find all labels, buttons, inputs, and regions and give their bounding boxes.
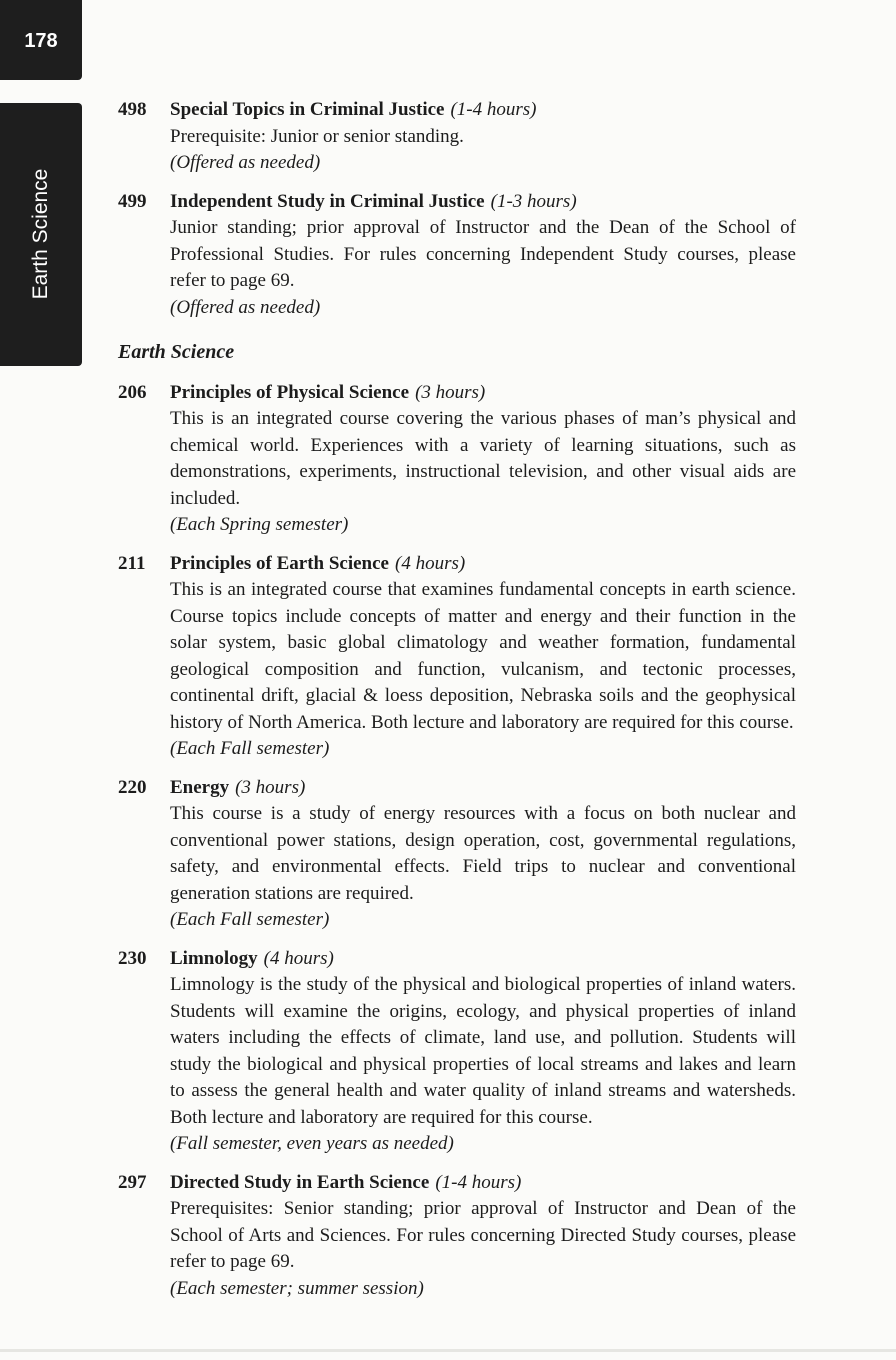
course-description: Prerequisite: Junior or senior standing. xyxy=(170,125,464,147)
course-title: Directed Study in Earth Science xyxy=(170,1171,430,1193)
course-entry xyxy=(118,946,796,1158)
course-hours: (4 hours) xyxy=(395,552,466,574)
course-description: This is an integrated course that examines fundamental concepts in earth science. Course topics include concepts of matter and energy and their function in the solar system, basic global climatology and weather formation, fundamental geological composition and function, vulcanism, and tectonic processes, continental drift, glacial & loess deposition, Nebraska soils and the geophysical history of North America. Both lecture and laboratory are required for this course. xyxy=(170,579,796,733)
course-hours: (4 hours) xyxy=(263,947,334,969)
course-hours: (3 hours) xyxy=(415,381,486,403)
course-description: Limnology is the study of the physical and biological properties of inland waters. Students will examine the origins, ecology, and physical properties of inland waters including the effects of climate, land use, and pollution. Students will study the biological and physical properties of local streams and lakes and learn to assess the general health and water quality of inland streams and watersheds. Both lecture and laboratory are required for this course. xyxy=(170,974,796,1128)
course-title: Principles of Earth Science xyxy=(170,552,389,574)
course-entry xyxy=(118,1170,796,1303)
course-hours: (1-3 hours) xyxy=(490,190,577,212)
course-number: 220 xyxy=(118,776,147,798)
course-title: Energy xyxy=(170,776,230,798)
course-number: 499 xyxy=(118,190,147,212)
course-hours: (3 hours) xyxy=(235,776,306,798)
course-offered: (Each Fall semester) xyxy=(170,738,330,759)
course-offered: (Fall semester, even years as needed) xyxy=(170,1133,454,1154)
course-offered: (Each Fall semester) xyxy=(170,909,330,930)
course-offered: (Offered as needed) xyxy=(170,296,321,318)
course-title: Special Topics in Criminal Justice xyxy=(170,99,445,120)
course-hours: (1-4 hours) xyxy=(450,99,537,120)
section-side-tab-label: Earth Science xyxy=(29,168,52,300)
course-title: Principles of Physical Science xyxy=(170,381,410,403)
course-number: 498 xyxy=(118,99,147,120)
section-side-tab xyxy=(0,103,82,366)
page-content xyxy=(118,97,796,1314)
course-list-criminal-justice xyxy=(118,97,796,321)
section-heading: Earth Science xyxy=(118,341,235,363)
course-description: Prerequisites: Senior standing; prior approval of Instructor and Dean of the School of Arts and Sciences. For rules concerning Directed Study courses, please refer to page 69. xyxy=(170,1198,796,1272)
course-entry xyxy=(118,551,796,763)
course-title: Independent Study in Criminal Justice xyxy=(170,190,485,212)
course-title: Limnology xyxy=(170,947,258,969)
bottom-rule xyxy=(0,1349,896,1352)
course-number: 297 xyxy=(118,1171,147,1193)
course-hours: (1-4 hours) xyxy=(435,1171,522,1193)
course-entry xyxy=(118,380,796,539)
course-entry xyxy=(118,775,796,934)
course-number: 230 xyxy=(118,947,147,969)
course-description: This course is a study of energy resources with a focus on both nuclear and conventional power stations, design operation, cost, governmental regulations, safety, and environmental effects. Field trips to nuclear and conventional generation stations are required. xyxy=(170,803,796,904)
course-offered: (Offered as needed) xyxy=(170,152,321,173)
course-description: Junior standing; prior approval of Instructor and the Dean of the School of Professional Studies. For rules concerning Independent Study courses, please refer to page 69. xyxy=(170,217,796,291)
course-offered: (Each Spring semester) xyxy=(170,514,349,535)
course-entry xyxy=(118,189,796,322)
course-description: This is an integrated course covering the various phases of man’s physical and chemical world. Experiences with a variety of learning situations, such as demonstrations, experiments, instructional television, and other visual aids are included. xyxy=(170,408,796,509)
page-number: 178 xyxy=(24,30,58,52)
course-entry xyxy=(118,97,796,177)
course-list-earth-science xyxy=(118,380,796,1303)
course-number: 211 xyxy=(118,552,146,574)
page-number-tab xyxy=(0,0,82,80)
course-offered: (Each semester; summer session) xyxy=(170,1277,424,1299)
course-number: 206 xyxy=(118,381,147,403)
